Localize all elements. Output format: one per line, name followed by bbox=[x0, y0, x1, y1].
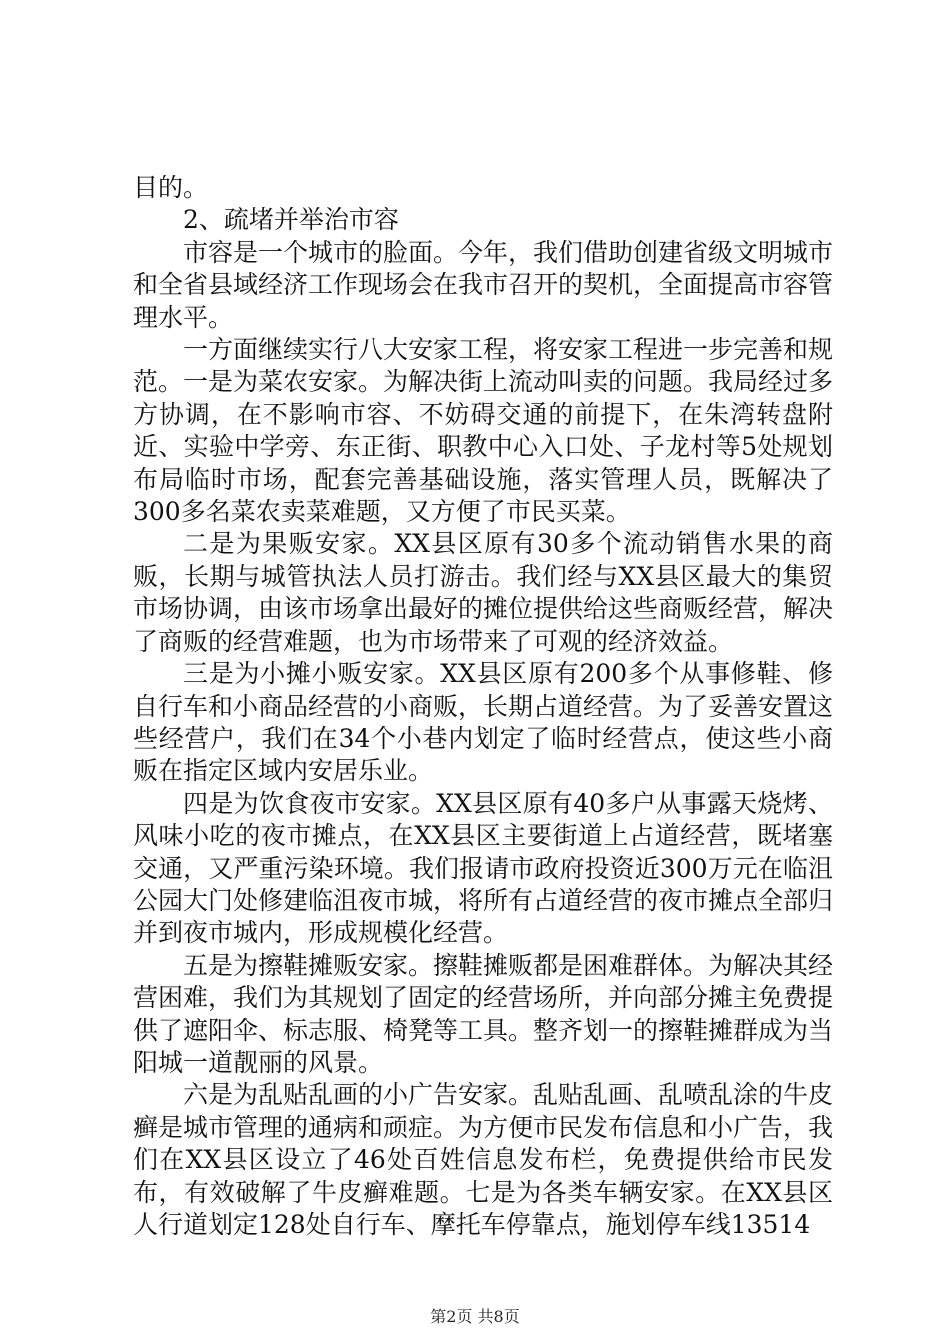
paragraph: 市容是一个城市的脸面。今年，我们借助创建省级文明城市和全省县域经济工作现场会在我市召开的契机，全面提高市容管理水平。 bbox=[133, 237, 834, 332]
paragraph: 一方面继续实行八大安家工程，将安家工程进一步完善和规范。一是为菜农安家。为解决街上流动叫卖的问题。我局经过多方协调，在不影响市容、不妨碍交通的前提下，在朱湾转盘附近、实验中学旁、东正街、职教中心入口处、子龙村等5处规划布局临时市场，配套完善基础设施，落实管理人员，既解决了300多名菜农卖菜难题，又方便了市民买菜。 bbox=[133, 335, 834, 527]
page-number-footer: 第2页 共8页 bbox=[430, 1307, 520, 1326]
paragraph: 六是为乱贴乱画的小广告安家。乱贴乱画、乱喷乱涂的牛皮癣是城市管理的通病和顽症。为方便市民发布信息和小广告，我们在XX县区设立了46处百姓信息发布栏，免费提供给市民发布，有效破解了牛皮癣难题。七是为各类车辆安家。在XX县区人行道划定128处自行车、摩托车停靠点，施划停车线13514 bbox=[133, 1080, 834, 1239]
paragraph: 四是为饮食夜市安家。XX县区原有40多户从事露天烧烤、风味小吃的夜市摊点，在XX县区主要街道上占道经营，既堵塞交通，又严重污染环境。我们报请市政府投资近300万元在临沮公园大门处修建临沮夜市城，将所有占道经营的夜市摊点全部归并到夜市城内，形成规模化经营。 bbox=[133, 788, 834, 948]
paragraph: 二是为果贩安家。XX县区原有30多个流动销售水果的商贩，长期与城管执法人员打游击。我们经与XX县区最大的集贸市场协调，由该市场拿出最好的摊位提供给这些商贩经营，解决了商贩的经营难题，也为市场带来了可观的经济效益。 bbox=[133, 529, 834, 656]
document-body bbox=[133, 172, 833, 1241]
paragraph: 三是为小摊小贩安家。XX县区原有200多个从事修鞋、修自行车和小商品经营的小商贩，长期占道经营。为了妥善安置这些经营户，我们在34个小巷内划定了临时经营点，使这些小商贩在指定区域内安居乐业。 bbox=[133, 659, 834, 786]
paragraph-continuation: 目的。 bbox=[133, 173, 209, 202]
section-heading: 2、疏堵并举治市容 bbox=[183, 205, 399, 235]
paragraph: 五是为擦鞋摊贩安家。擦鞋摊贩都是困难群体。为解决其经营困难，我们为其规划了固定的经营场所，并向部分摊主免费提供了遮阳伞、标志服、椅凳等工具。整齐划一的擦鞋摊群成为当阳城一道靓丽的风景。 bbox=[133, 950, 834, 1077]
